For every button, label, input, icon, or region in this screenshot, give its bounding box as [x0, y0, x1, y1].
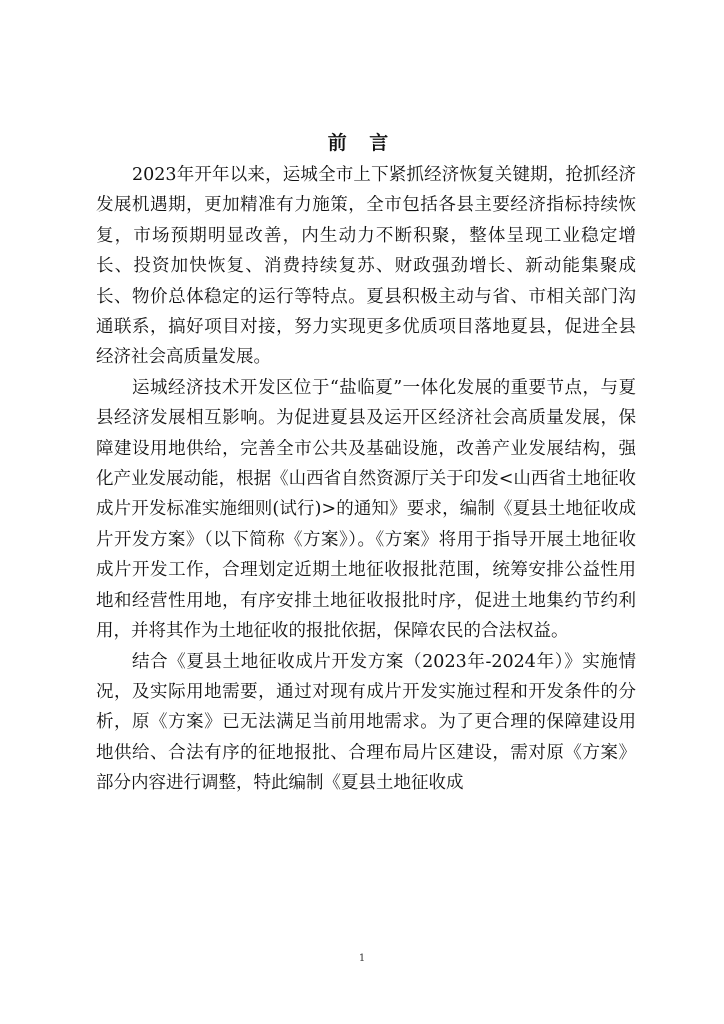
paragraph: 运城经济技术开发区位于“盐临夏”一体化发展的重要节点，与夏县经济发展相互影响。为促进夏县及运开区经济社会高质量发展，保障建设用地供给，完善全市公共及基础设施，改善产业发展结构，强化产业发展动能，根据《山西省自然资源厅关于印发<山西省土地征收成片开发标准实施细则(试行)>的通知》要求，编制《夏县土地征收成片开发方案》（以下简称《方案》）。《方案》将用于指导开展土地征收成片开发工作，合理划定近期土地征收报批范围，统筹安排公益性用地和经营性用地，有序安排土地征收报批时序，促进土地集约节约利用，并将其作为土地征收的报批依据，保障农民的合法权益。	[96, 377, 636, 642]
paragraph: 2023年开年以来，运城全市上下紧抓经济恢复关键期，抢抓经济发展机遇期，更加精准有力施策，全市包括各县主要经济指标持续恢复，市场预期明显改善，内生动力不断积聚，整体呈现工业稳定增长、投资加快恢复、消费持续复苏、财政强劲增长、新动能集聚成长、物价总体稳定的运行等特点。夏县积极主动与省、市相关部门沟通联系，搞好项目对接，努力实现更多优质项目落地夏县，促进全县经济社会高质量发展。	[96, 165, 636, 368]
paragraph: 结合《夏县土地征收成片开发方案（2023年-2024年）》实施情况，及实际用地需要，通过对现有成片开发实施过程和开发条件的分析，原《方案》已无法满足当前用地需求。为了更合理的保障建设用地供给、合法有序的征地报批、合理布局片区建设，需对原《方案》部分内容进行调整，特此编制《夏县土地征收成	[96, 651, 636, 794]
body-text	[96, 160, 636, 799]
page-number: 1	[358, 953, 366, 964]
page-title: 前 言	[327, 132, 397, 154]
